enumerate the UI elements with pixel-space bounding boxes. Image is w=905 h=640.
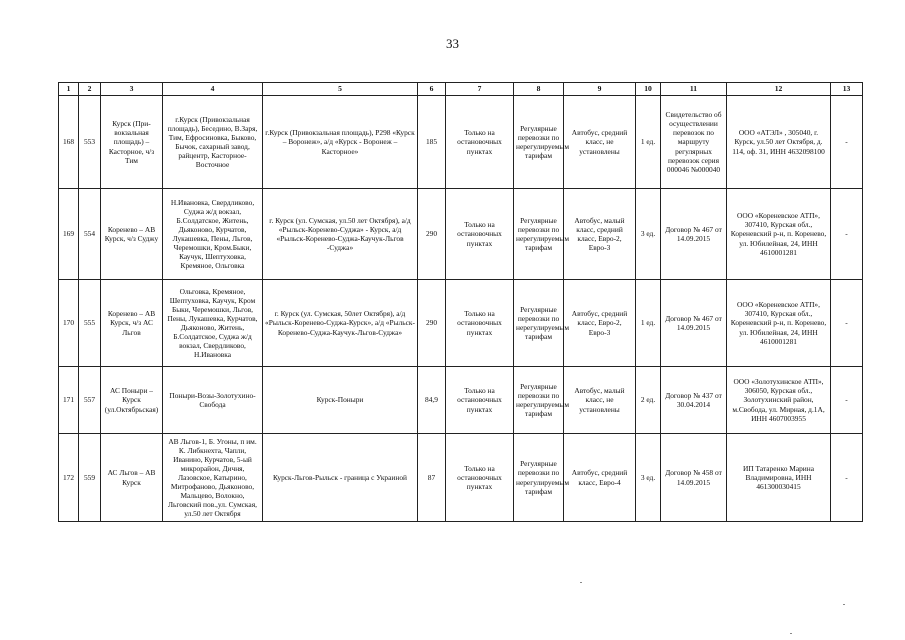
notes: - (831, 96, 863, 189)
row-number: 169 (59, 189, 79, 280)
transport-type: Регулярные перевозки по нерегулируемым тарифам (514, 367, 564, 434)
intermediate-stops: Ольговка, Кремяное, Шептуховка, Каучук, Кром Быки, Черемошки, Льгов, Пены, Лукашевка, Курчатов, Дьяконово, Житень, Б.Солдатское, Суджа ж/д вокзал, Свердликово, Н.Ивановка (163, 280, 263, 367)
vehicle-count: 1 ед. (636, 280, 661, 367)
column-header: 3 (101, 83, 163, 96)
vehicle-class: Автобус, средний класс, Евро-4 (564, 434, 636, 522)
route-number: 557 (79, 367, 101, 434)
column-header: 5 (263, 83, 418, 96)
route-streets: Курск-Льгов-Рыльск - граница с Украиной (263, 434, 418, 522)
table-row (59, 434, 863, 522)
contract-document: Договор № 437 от 30.04.2014 (661, 367, 727, 434)
column-header: 10 (636, 83, 661, 96)
column-header: 11 (661, 83, 727, 96)
vehicle-class: Автобус, малый класс, не установлены (564, 367, 636, 434)
transport-type: Регулярные перевозки по нерегулируемым тарифам (514, 434, 564, 522)
intermediate-stops: АВ Льгов-1, Б. Угоны, п им. К. Либкнехта, Чапли, Иванино, Курчатов, 5-ый микрорайон, Дичня, Лазовское, Катырино, Митрофаново, Дьяконово, Мальцево, Волокно, Льговский пов.,ул. Сумская, ул.50 лет Октября (163, 434, 263, 522)
notes: - (831, 434, 863, 522)
boarding-procedure: Только на остановочных пунктах (446, 96, 514, 189)
vehicle-count: 3 ед. (636, 434, 661, 522)
transport-type: Регулярные перевозки по нерегулируемым тарифам (514, 280, 564, 367)
scan-speck (580, 582, 582, 583)
vehicle-count: 1 ед. (636, 96, 661, 189)
row-number: 168 (59, 96, 79, 189)
vehicle-class: Автобус, средний класс, Евро-2, Евро-3 (564, 280, 636, 367)
carrier: ООО «Кореневское АТП», 307410, Курская обл., Кореневский р-н, п. Коренево, ул. Юбилейная, 24, ИНН 4610001281 (727, 280, 831, 367)
boarding-procedure: Только на остановочных пунктах (446, 434, 514, 522)
column-header: 9 (564, 83, 636, 96)
route-number: 553 (79, 96, 101, 189)
boarding-procedure: Только на остановочных пунктах (446, 367, 514, 434)
table-row (59, 96, 863, 189)
column-header: 6 (418, 83, 446, 96)
intermediate-stops: Н.Ивановка, Свердликово, Суджа ж/д вокзал, Б.Солдатское, Житень, Дьяконово, Курчатов, Лукашевка, Пены, Льгов, Черемошки, Кром.Быки, Каучук, Шептуховка, Кремяное, Ольговка (163, 189, 263, 280)
column-header: 13 (831, 83, 863, 96)
contract-document: Свидетельство об осуществлении перевозок по маршруту регулярных перевозок серия 000046 №000040 (661, 96, 727, 189)
route-name: АС Поныри – Курск (ул.Октябрьская) (101, 367, 163, 434)
boarding-procedure: Только на остановочных пунктах (446, 280, 514, 367)
header-row (59, 83, 863, 96)
table-row (59, 280, 863, 367)
route-name: АС Льгов – АВ Курск (101, 434, 163, 522)
carrier: ИП Татаренко Марина Владимировна, ИНН 461300030415 (727, 434, 831, 522)
contract-document: Договор № 458 от 14.09.2015 (661, 434, 727, 522)
route-length: 290 (418, 189, 446, 280)
carrier: ООО «Золотухинское АТП», 306050, Курская обл., Золотухинский район, м.Свобода, ул. Мирная, д.1А, ИНН 4607003955 (727, 367, 831, 434)
route-number: 555 (79, 280, 101, 367)
column-header: 8 (514, 83, 564, 96)
table-row (59, 189, 863, 280)
vehicle-class: Автобус, малый класс, средний класс, Евро-2, Евро-3 (564, 189, 636, 280)
route-name: Курск (При-вокзальная площадь) – Касторное, ч/з Тим (101, 96, 163, 189)
column-header: 4 (163, 83, 263, 96)
row-number: 172 (59, 434, 79, 522)
route-length: 87 (418, 434, 446, 522)
notes: - (831, 367, 863, 434)
scan-speck (843, 604, 845, 605)
column-header: 12 (727, 83, 831, 96)
route-length: 84,9 (418, 367, 446, 434)
boarding-procedure: Только на остановочных пунктах (446, 189, 514, 280)
column-header: 2 (79, 83, 101, 96)
route-length: 185 (418, 96, 446, 189)
notes: - (831, 280, 863, 367)
page-number: 33 (446, 36, 459, 51)
routes-table (58, 82, 863, 522)
intermediate-stops: Поныри-Возы-Золотухино-Свобода (163, 367, 263, 434)
contract-document: Договор № 467 от 14.09.2015 (661, 189, 727, 280)
table-row (59, 367, 863, 434)
route-number: 554 (79, 189, 101, 280)
route-streets: Курск-Поныри (263, 367, 418, 434)
route-length: 290 (418, 280, 446, 367)
scan-speck (790, 633, 792, 634)
row-number: 170 (59, 280, 79, 367)
vehicle-class: Автобус, средний класс, не установлены (564, 96, 636, 189)
route-name: Коренево – АВ Курск, ч/з Суджу (101, 189, 163, 280)
route-streets: г.Курск (Привокзальная площадь), Р298 «Курск – Воронеж», а/д «Курск - Воронеж – Касторное» (263, 96, 418, 189)
vehicle-count: 3 ед. (636, 189, 661, 280)
transport-type: Регулярные перевозки по нерегулируемым тарифам (514, 189, 564, 280)
intermediate-stops: г.Курск (Привокзальная площадь), Беседино, В.Заря, Тим, Ефросиновка, Быково, Бычок, сахарный завод, райцентр, Касторное-Восточное (163, 96, 263, 189)
route-streets: г. Курск (ул. Сумская, 50лет Октября), а/д «Рыльск-Коренево-Суджа-Курск», а/д «Рыльск-Коренево-Суджа-Каучук-Льгов-Суджа» (263, 280, 418, 367)
route-name: Коренево – АВ Курск, ч/з АС Льгов (101, 280, 163, 367)
column-header: 7 (446, 83, 514, 96)
carrier: ООО «Кореневское АТП», 307410, Курская обл., Кореневский р-н, п. Коренево, ул. Юбилейная, 24, ИНН 4610001281 (727, 189, 831, 280)
carrier: ООО «АТЭЛ» , 305040, г. Курск, ул.50 лет Октября, д. 114, оф. 31, ИНН 4632098100 (727, 96, 831, 189)
notes: - (831, 189, 863, 280)
contract-document: Договор № 467 от 14.09.2015 (661, 280, 727, 367)
transport-type: Регулярные перевозки по нерегулируемым тарифам (514, 96, 564, 189)
route-streets: г. Курск (ул. Сумская, ул.50 лет Октября), а/д «Рыльск-Коренево-Суджа» - Курск, а/д «Рыльск-Коренево-Суджа-Каучук-Льгов -Суджа» (263, 189, 418, 280)
vehicle-count: 2 ед. (636, 367, 661, 434)
column-header: 1 (59, 83, 79, 96)
row-number: 171 (59, 367, 79, 434)
route-number: 559 (79, 434, 101, 522)
